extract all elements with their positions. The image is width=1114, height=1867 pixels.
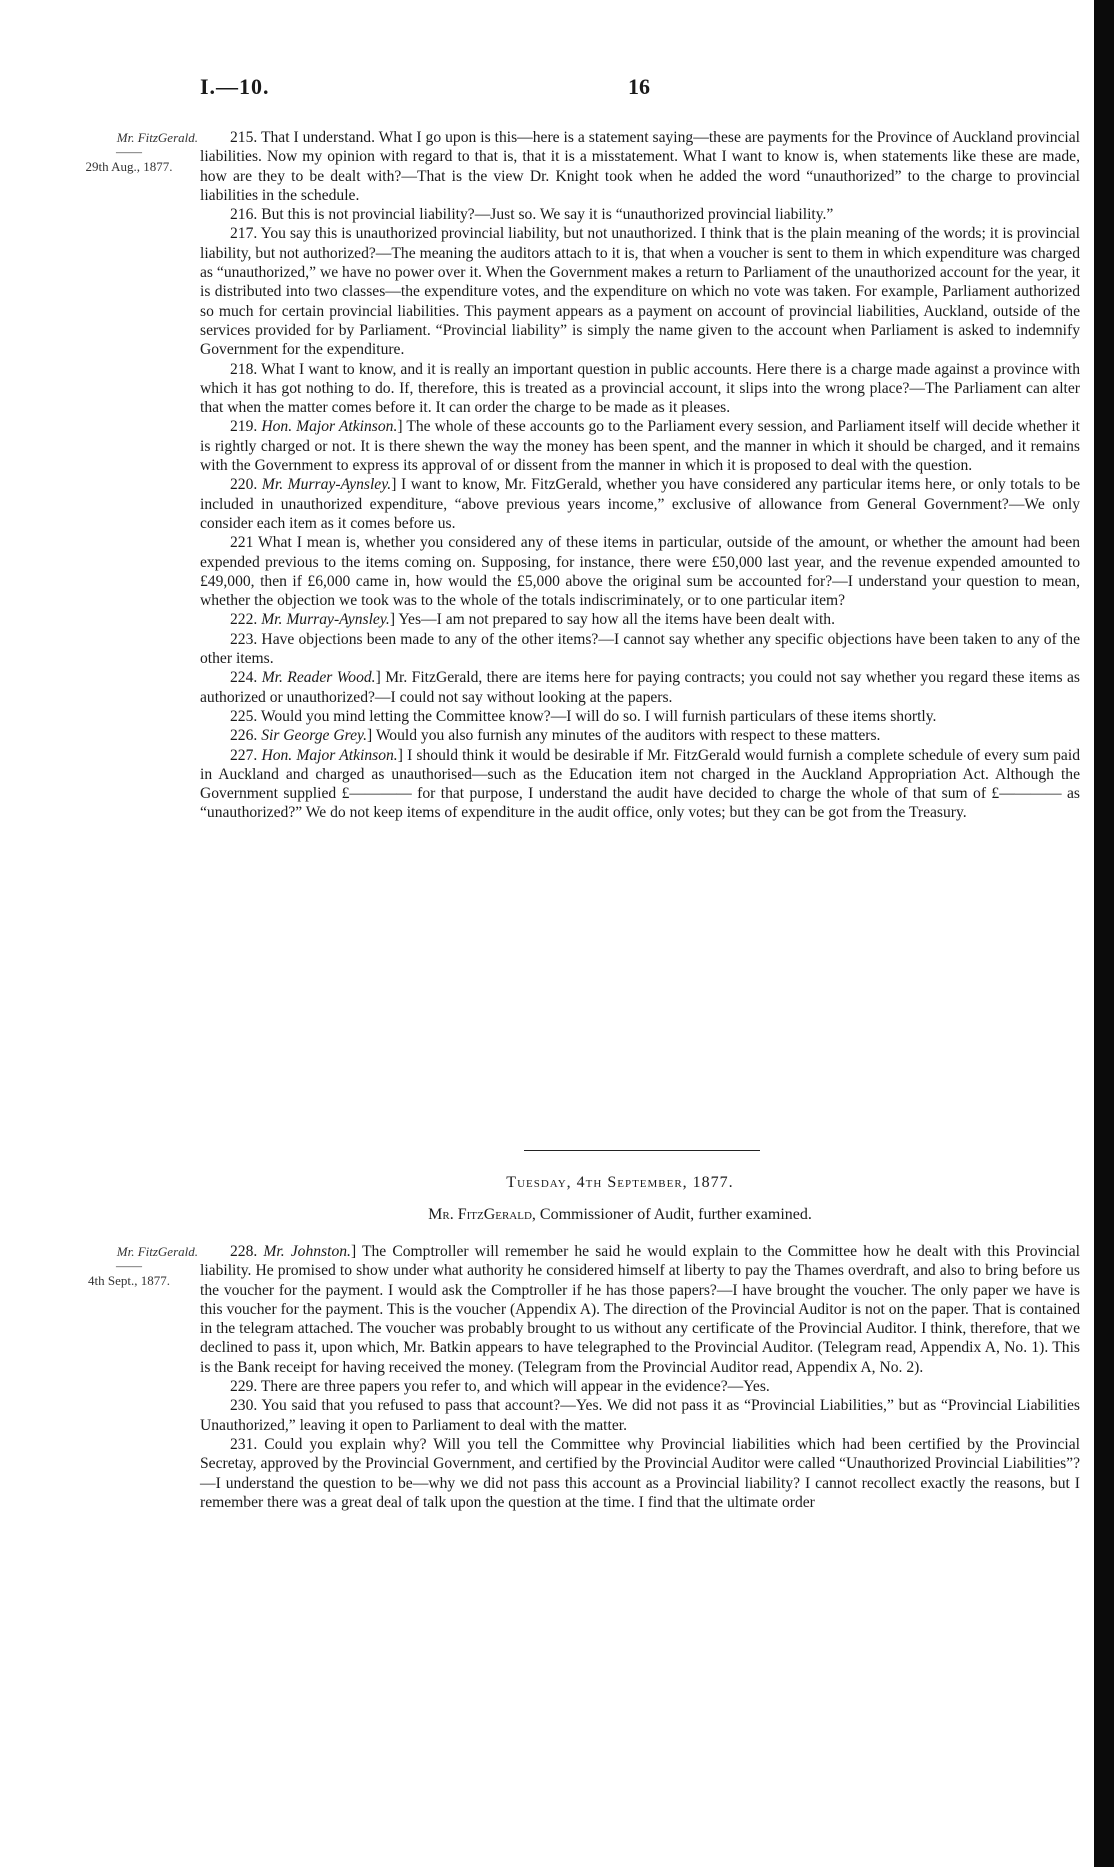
margin-dash: —— [116, 1258, 142, 1273]
evidence-paragraph: 220. Mr. Murray-Aynsley.] I want to know, Mr. FitzGerald, whether you have considered any particular items here, or only totals to be included in unauthorized expenditure, “above previous years income,” exclusive of allowance from General Government?—We only consider each item as it comes before us. [200, 476, 1080, 532]
paragraph-text: I want to know, Mr. FitzGerald, whether you have considered any particular items here, or only totals to be included in unauthorized expenditure, “above previous years income,” exclusive of allowance from General Government?—We only consider each item as it comes before us. [200, 476, 1080, 532]
question-number: 219. [230, 418, 262, 436]
speaker-name: Sir George Grey. [261, 727, 368, 745]
speaker-name: Mr. Murray-Aynsley. [261, 476, 392, 494]
margin-note-witness-1 [60, 128, 198, 176]
page-number: 16 [628, 74, 650, 99]
witness-heading [200, 1206, 1040, 1224]
question-number: 222. [230, 611, 262, 629]
question-number: 227. [230, 746, 262, 764]
paragraph-text: Mr. FitzGerald, there are items here for paying contracts; you could not say whether you regard these items as authorized or unauthorized?—I could not say without looking at the papers. [200, 669, 1081, 706]
evidence-paragraph: 228. Mr. Johnston.] The Comptroller will remember he said he would explain to the Committee how he dealt with this Provincial liability. He promised to show under what authority he considered himself at liberty to pay the Thames overdraft, and also to bring before us the voucher for the payment. I would ask the Comptroller if he has those papers?—I have brought the voucher. The only paper we have is this voucher for the payment. This is the voucher (Appendix A). The direction of the Provincial Auditor is not on the paper. That is contained in the telegram attached. The voucher was probably brought to us without any certificate of the Provincial Auditor. I think, therefore, that we declined to pass it, upon which, Mr. Batkin appears to have telegraphed to the Provincial Auditor. (Telegram read, Appendix A, No. 1). This is the Bank receipt for having received the money. (Telegram from the Provincial Auditor read, Appendix A, No. 2). [200, 1243, 1080, 1376]
evidence-paragraph: 230. You said that you refused to pass that account?—Yes. We did not pass it as “Provincial Liabilities,” but as “Provincial Liabilities Unauthorized,” leaving it open to Parliament to deal with the matter. [200, 1397, 1080, 1434]
paragraph-text: I should think it would be desirable if Mr. FitzGerald would furnish a complete schedule of every sum paid in Auckland and charged as unauthorised—such as the Education item not charged in the Auckland Appropriation Act. Although the Government supplied £———— for that purpose, I understand the audit have decided to charge the whole of that sum of £———— as “unauthorized?” We do not keep items of expenditure in the audit office, only votes; but they can be got from the Treasury. [200, 746, 1080, 822]
margin-dash: —— [116, 144, 142, 159]
evidence-section-1 [200, 128, 1080, 823]
evidence-paragraph: 225. Would you mind letting the Committee know?—I will do so. I will furnish particulars of these items shortly. [230, 707, 937, 725]
day-heading: Tuesday, 4th September, 1877. [506, 1174, 734, 1191]
page-header [200, 74, 1060, 108]
evidence-paragraph: 219. Hon. Major Atkinson.] The whole of these accounts go to the Parliament every session, and Parliament itself will decide whether it is rightly charged or not. It is there shewn the way the money has been spent, and the manner in which it should be charged, and it remains with the Government to express its approval of or dissent from the manner in which it is proposed to deal with the question. [200, 418, 1080, 475]
evidence-paragraph: 221 What I mean is, whether you considered any of these items in particular, outside of the amount, or whether the amount had been expended previous to the items coming on. Supposing, for instance, there were £50,000 last year, and the revenue expended amounted to £49,000, then if £6,000 came in, how would the £5,000 above the original sum be accounted for?—I understand your question to mean, whether the objection we took was to the whole of the totals indiscriminately, or to one particular item? [200, 534, 1080, 610]
page-reference: I.—10. [200, 74, 270, 99]
question-number: 228. [230, 1243, 264, 1260]
margin-date: 29th Aug., 1877. [85, 159, 173, 174]
margin-witness-name: Mr. FitzGerald. [116, 1244, 198, 1259]
paragraph-text: Yes—I am not prepared to say how all the items have been dealt with. [395, 611, 835, 629]
evidence-paragraph: 218. What I want to know, and it is really an important question in public accounts. Here there is a charge made against a province with which it has got nothing to do. If, therefore, this is treated as a provincial account, it slips into the wrong place?—The Parliament can alter that when the matter comes before it. It can order the charge to be made as it pleases. [200, 360, 1080, 417]
witness-description: Commissioner of Audit, further examined. [535, 1206, 812, 1223]
paragraph-text: The Comptroller will remember he said he would explain to the Committee how he dealt with this Provincial liability. He promised to show under what authority he considered himself at liberty to pay the Thames overdraft, and also to bring before us the voucher for the payment. I would ask the Comptroller if he has those papers?—I have brought the voucher. The only paper we have is this voucher for the payment. This is the voucher (Appendix A). The direction of the Provincial Auditor is not on the paper. That is contained in the telegram attached. The voucher was probably brought to us without any certificate of the Provincial Auditor. I think, therefore, that we declined to pass it, upon which, Mr. Batkin appears to have telegraphed to the Provincial Auditor. (Telegram read, Appendix A, No. 1). This is the Bank receipt for having received the money. (Telegram from the Provincial Auditor read, Appendix A, No. 2). [200, 1243, 1080, 1376]
question-number: 220. [230, 476, 262, 494]
section-divider [524, 1150, 760, 1151]
evidence-paragraph: 215. That I understand. What I go upon is this—here is a statement saying—these are payments for the Province of Auckland provincial liabilities. Now my opinion with regard to that is, that it is a misstatement. What I want to know is, when statements like these are made, how are they to be dealt with?—That is the view Dr. Knight took when he added the word “unauthorized” to the charge to provincial liabilities in the schedule. [200, 129, 1080, 204]
speaker-name: Mr. Murray-Aynsley. [261, 611, 390, 629]
scan-edge [1094, 0, 1114, 1867]
evidence-paragraph: 222. Mr. Murray-Aynsley.] Yes—I am not prepared to say how all the items have been dealt with. [230, 611, 835, 629]
witness-name: Mr. FitzGerald, [428, 1206, 536, 1223]
margin-date: 4th Sept., 1877. [88, 1273, 170, 1288]
evidence-paragraph: 226. Sir George Grey.] Would you also furnish any minutes of the auditors with respect to these matters. [230, 727, 881, 745]
evidence-paragraph: 229. There are three papers you refer to, and which will appear in the evidence?—Yes. [230, 1378, 770, 1396]
evidence-paragraph: 217. You say this is unauthorized provincial liability, but not unauthorized. I think that is the plain meaning of the words; it is provincial liability, but not authorized?—The meaning the auditors attach to it is, that when a voucher is sent to them in which expenditure was charged as “unauthorized,” we have no power over it. When the Government makes a return to Parliament of the unauthorized account for the year, it is distributed into two classes—the expenditure votes, and the expenditure on which no vote was taken. For example, Parliament authorized so much for certain provincial liabilities. This payment appears as a payment on account of provincial liabilities, Auckland, outside of the services provided for by Parliament. “Provincial liability” is simply the name given to the account when Parliament is asked to indemnify Government for the expenditure. [200, 225, 1080, 359]
evidence-paragraph: 227. Hon. Major Atkinson.] I should think it would be desirable if Mr. FitzGerald would furnish a complete schedule of every sum paid in Auckland and charged as unauthorised—such as the Education item not charged in the Auckland Appropriation Act. Although the Government supplied £———— for that purpose, I understand the audit have decided to charge the whole of that sum of £———— as “unauthorized?” We do not keep items of expenditure in the audit office, only votes; but they can be got from the Treasury. [200, 746, 1080, 822]
evidence-paragraph: 223. Have objections been made to any of the other items?—I cannot say whether any specific objections have been taken to any of the other items. [200, 630, 1080, 668]
question-number: 226. [230, 727, 262, 745]
speaker-name: Mr. Johnston. [263, 1243, 351, 1260]
margin-note-witness-2 [60, 1242, 198, 1290]
evidence-paragraph: 224. Mr. Reader Wood.] Mr. FitzGerald, there are items here for paying contracts; you could not say whether you regard these items as authorized or unauthorized?—I could not say without looking at the papers. [200, 669, 1081, 706]
paragraph-text: Would you also furnish any minutes of the auditors with respect to these matters. [372, 727, 881, 745]
speaker-name: Mr. Reader Wood. [261, 669, 376, 687]
evidence-section-2 [200, 1242, 1080, 1512]
speaker-name: Hon. Major Atkinson. [261, 418, 398, 436]
paragraph-text: The whole of these accounts go to the Parliament every session, and Parliament itself will decide whether it is rightly charged or not. It is there shewn the way the money has been spent, and the manner in which it should be charged, and it remains with the Government to express its approval of or dissent from the manner in which it is proposed to deal with the question. [200, 418, 1080, 475]
question-number: 224. [230, 669, 262, 687]
margin-witness-name: Mr. FitzGerald. [116, 130, 198, 145]
evidence-paragraph: 216. But this is not provincial liability?—Just so. We say it is “unauthorized provincial liability.” [230, 206, 834, 224]
speaker-name: Hon. Major Atkinson. [261, 746, 398, 764]
evidence-paragraph: 231. Could you explain why? Will you tell the Committee why Provincial liabilities which had been certified by the Provincial Secretay, approved by the Provincial Government, and certified by the Provincial Auditor were called “Unauthorized Provincial Liabilities”?—I understand the question to be—why we did not pass this account as a Provincial liability? I cannot recollect exactly the reasons, but I remember there was a great deal of talk upon the question at the time. I find that the ultimate order [200, 1435, 1080, 1511]
